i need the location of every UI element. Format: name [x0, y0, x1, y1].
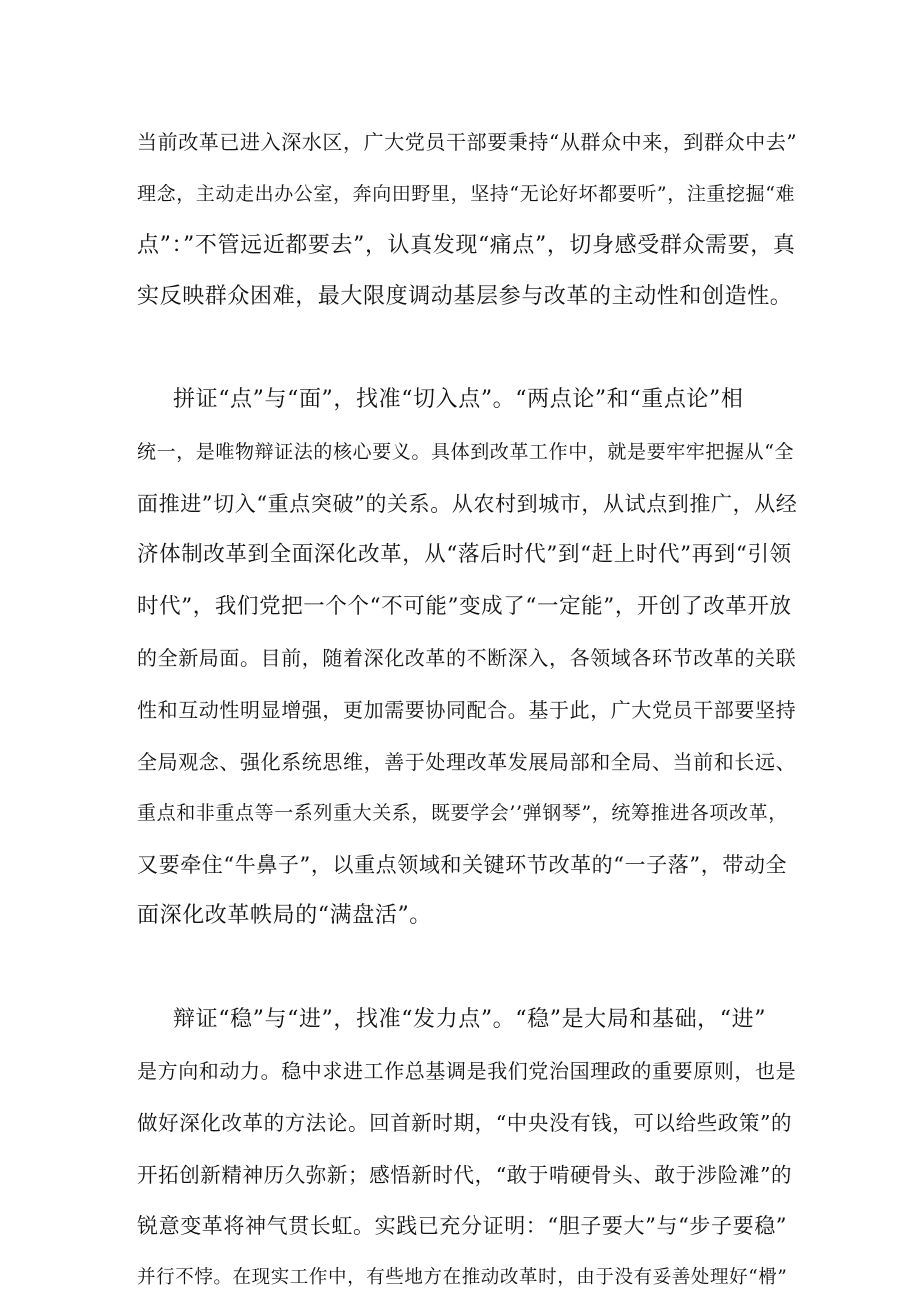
paragraph-2-line-10: 又要牵住“牛鼻子”，以重点领域和关键环节改革的“一子落”，带动全	[137, 853, 788, 877]
paragraph-3-line-1: 辩证“稳”与“进”，找准“发力点”。“稳”是大局和基础，“进”	[173, 1007, 767, 1032]
paragraph-2-line-2: 统一，是唯物辩证法的核心要义。具体到改革工作中，就是要牢牢把握从“全	[137, 441, 795, 463]
paragraph-1-line-2: 理念，主动走出办公室，奔向田野里，坚持“无论好坏都要听”，注重挖掘“难	[137, 183, 796, 205]
paragraph-1-line-3: 点”：”不管远近都要去”，认真发现“痛点”，切身感受群众需要，真	[137, 233, 796, 258]
paragraph-2-line-8: 全局观念、强化系统思维，善于处理改革发展局部和全局、当前和长远、	[137, 750, 797, 774]
paragraph-3-line-6: 并行不悖。在现实工作中，有些地方在推动改革时，由于没有妥善处理好“榾”	[137, 1267, 788, 1288]
paragraph-3-line-2: 是方向和动力。稳中求进工作总基调是我们党治国理政的重要原则，也是	[137, 1059, 797, 1083]
paragraph-2-line-5: 时代”，我们党把一个个“不可能”变成了“一定能”，开创了改革开放	[137, 594, 792, 619]
paragraph-3-line-5: 锐意变革将神气贯长虹。实践已充分证明：“胆子要大”与“步子要稳”	[137, 1214, 788, 1238]
paragraph-2-line-9: 重点和非重点等一系列重大关系，既要学会’’弹钢琴”，统筹推进各项改革，	[137, 802, 788, 824]
paragraph-2-line-4: 济体制改革到全面深化改革，从“落后时代”到“赶上时代”再到“引领	[137, 542, 792, 567]
paragraph-1-line-1: 当前改革已进入深水区，广大党员干部要秉持“从群众中来，到群众中去”	[137, 130, 798, 154]
paragraph-2-line-11: 面深化改革帙局的“满盘活”。	[137, 903, 432, 928]
paragraph-3-line-4: 开拓创新精神历久弥新；感悟新时代，“敢于啃硬骨头、敢于涉险滩”的	[137, 1163, 793, 1187]
paragraph-3-line-3: 做好深化改革的方法论。回首新时期，“中央没有钱，可以给些政策”的	[137, 1111, 793, 1135]
paragraph-2-line-3: 面推进”切入“重点突破”的关系。从农村到城市，从试点到推广，从经	[137, 492, 798, 516]
paragraph-2-line-6: 的全新局面。目前，随着深化改革的不断深入，各领域各环节改革的关联	[137, 646, 797, 670]
paragraph-2-line-7: 性和互动性明显增强，更加需要协同配合。基于此，广大党员干部要坚持	[137, 698, 797, 722]
paragraph-1-line-4: 实反映群众困难，最大限度调动基层参与改革的主动性和创造性。	[137, 284, 793, 309]
paragraph-2-line-1: 拼证“点”与“面”，找准“切入点”。“两点论”和“重点论”相	[173, 387, 744, 412]
